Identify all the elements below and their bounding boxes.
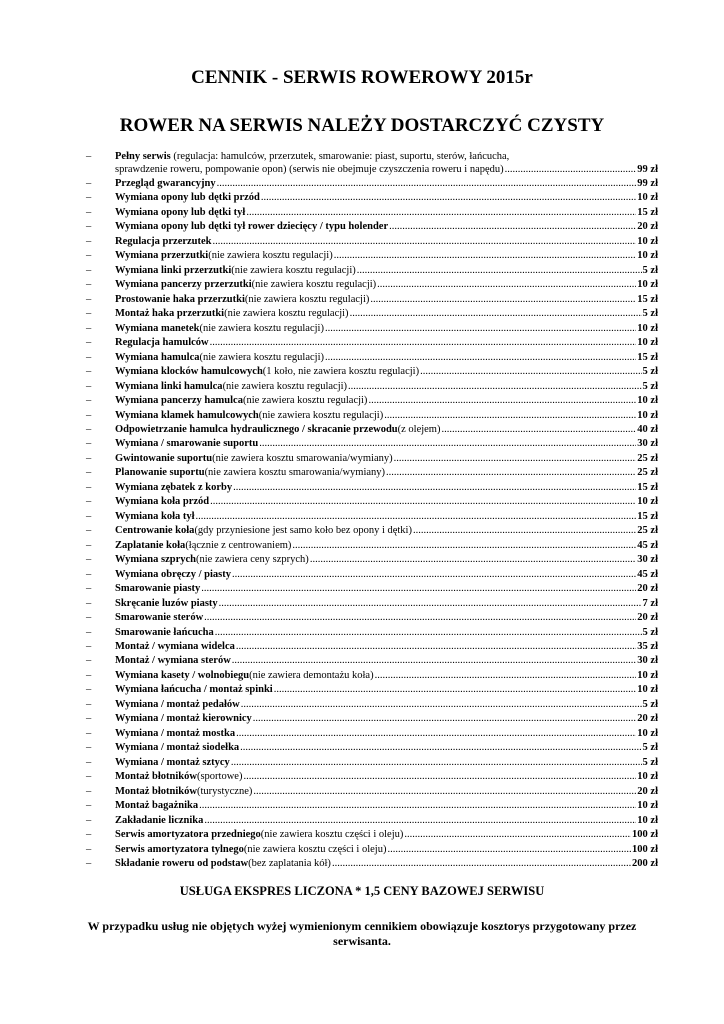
service-note: (nie zawiera kosztu regulacji): [222, 380, 348, 392]
service-note: (nie zawiera kosztu części i oleju): [260, 829, 404, 841]
service-name: Planowanie suportu: [115, 467, 205, 479]
service-price: 5 zł: [642, 264, 658, 276]
bullet-dash: –: [86, 655, 92, 667]
dot-leader: [231, 756, 642, 769]
price-list-item: [86, 380, 658, 394]
price-list-item: [86, 177, 658, 191]
dot-leader: [413, 524, 636, 537]
bullet-dash: –: [86, 829, 92, 841]
bullet-dash: –: [86, 612, 92, 624]
service-name: Wymiana koła tył: [115, 510, 195, 522]
dot-leader: [370, 293, 636, 306]
service-note: sprawdzenie roweru, pompowanie opon) (serwis nie obejmuje czyszczenia roweru i napędu): [115, 164, 504, 175]
service-name: Smarowanie piasty: [115, 583, 201, 595]
price-list-item: [86, 741, 658, 755]
dot-leader: [259, 437, 636, 450]
service-name: Wymiana obręczy / piasty: [115, 568, 231, 580]
bullet-dash: –: [86, 756, 92, 768]
dot-leader: [420, 365, 641, 378]
service-price: 10 zł: [637, 235, 658, 247]
bullet-dash: –: [86, 583, 92, 595]
service-name: Prostowanie haka przerzutki: [115, 293, 245, 305]
bullet-dash: –: [86, 641, 92, 652]
service-name: Przegląd gwarancyjny: [115, 178, 216, 189]
dot-leader: [350, 307, 642, 320]
service-price: 100 zł: [632, 843, 658, 855]
bullet-dash: –: [86, 669, 92, 681]
service-price: 10 zł: [637, 800, 658, 812]
price-list-item: [86, 351, 658, 365]
service-name: Wymiana manetek: [115, 322, 200, 334]
dot-leader: [217, 177, 637, 190]
bullet-dash: –: [86, 293, 92, 305]
service-name: Gwintowanie suportu: [115, 452, 213, 464]
service-name: Wymiana / montaż sztycy: [115, 756, 230, 768]
price-list-item: [86, 191, 658, 205]
service-name: Montaż / wymiana widelca: [115, 641, 235, 652]
price-list-item: [86, 857, 658, 871]
service-name: Wymiana / smarowanie suportu: [115, 438, 259, 450]
service-price: 5 zł: [642, 380, 658, 392]
bullet-dash: –: [86, 423, 92, 435]
service-name: Wymiana koła przód: [115, 496, 210, 508]
bullet-dash: –: [86, 843, 92, 855]
dot-leader: [441, 423, 636, 436]
service-name: Wymiana szprych: [115, 554, 196, 566]
dot-leader: [204, 814, 636, 827]
dot-leader: [325, 322, 636, 335]
service-name: Odpowietrzanie hamulca hydraulicznego / skracanie przewodu: [115, 423, 398, 435]
bullet-dash: –: [86, 337, 92, 349]
bullet-dash: –: [86, 264, 92, 276]
price-list-item: [86, 365, 658, 379]
service-price: 5 zł: [642, 742, 658, 754]
dot-leader: [210, 336, 637, 349]
service-note: (nie zawiera ceny szprych): [196, 554, 309, 566]
service-price: 10 zł: [637, 814, 658, 826]
service-name: Wymiana / montaż kierownicy: [115, 713, 252, 725]
dot-leader: [253, 785, 636, 798]
bullet-dash: –: [86, 525, 92, 537]
service-name: Wymiana opony lub dętki tył: [115, 206, 246, 218]
dot-leader: [253, 712, 637, 725]
service-price: 15 zł: [637, 481, 658, 493]
dot-leader: [357, 264, 642, 277]
service-name: Regulacja przerzutek: [115, 235, 212, 247]
service-note: (nie zawiera kosztu regulacji): [208, 250, 333, 262]
service-price: 10 zł: [637, 409, 658, 421]
dot-leader: [334, 249, 637, 262]
bullet-dash: –: [86, 554, 92, 566]
bullet-dash: –: [86, 322, 92, 334]
dot-leader: [261, 191, 636, 204]
service-price: 10 zł: [637, 669, 658, 681]
price-list-item: [86, 495, 658, 509]
price-list-item: [86, 626, 658, 640]
service-name: Wymiana przerzutki: [115, 250, 209, 262]
service-price: 20 zł: [637, 785, 658, 797]
bullet-dash: –: [86, 684, 92, 696]
service-name: Wymiana klamek hamulcowych: [115, 409, 259, 421]
price-list-item: [86, 683, 658, 697]
service-price: 10 zł: [637, 496, 658, 508]
service-price: 35 zł: [637, 641, 658, 652]
service-name: Serwis amortyzatora przedniego: [115, 829, 261, 841]
service-name: Montaż haka przerzutki: [115, 308, 225, 320]
service-name: Wymiana hamulca: [115, 351, 200, 363]
price-list-item: [86, 785, 658, 799]
price-list-item: [86, 423, 658, 437]
bullet-dash: –: [86, 727, 92, 739]
express-note: USŁUGA EKSPRES LICZONA * 1,5 CENY BAZOWEJ SERWISU: [179, 884, 545, 898]
service-price: 5 zł: [642, 698, 658, 710]
bullet-dash: –: [86, 206, 92, 218]
price-list-item: [86, 799, 658, 813]
dot-leader: [219, 597, 642, 610]
service-price: 20 zł: [637, 221, 658, 233]
price-list-item: [86, 756, 658, 770]
price-list-item: [86, 698, 658, 712]
dot-leader: [384, 409, 636, 422]
service-name: Smarowanie łańcucha: [115, 626, 214, 638]
service-note: (nie zawiera kosztu regulacji): [199, 351, 324, 363]
dot-leader: [201, 582, 636, 595]
price-list-item: [86, 249, 658, 263]
dot-leader: [236, 727, 636, 740]
service-name: Skręcanie luzów piasty: [115, 597, 218, 609]
service-note: (nie zawiera kosztu smarowania/wymiany): [212, 452, 393, 464]
bullet-dash: –: [86, 481, 92, 493]
dot-leader: [377, 278, 636, 291]
service-name: Centrowanie koła: [115, 525, 195, 537]
bullet-dash: –: [86, 351, 92, 363]
service-price: 200 zł: [632, 858, 658, 870]
service-price: 15 zł: [637, 206, 658, 218]
price-list-item: [86, 481, 658, 495]
service-note: (nie zawiera kosztu regulacji): [224, 308, 349, 320]
price-list-item: [86, 727, 658, 741]
dot-leader: [292, 539, 636, 552]
dot-leader: [213, 235, 637, 248]
service-price: 10 zł: [637, 337, 658, 349]
price-list-item: [86, 553, 658, 567]
bullet-dash: –: [86, 771, 92, 783]
bullet-dash: –: [86, 713, 92, 725]
price-list-item: [86, 770, 658, 784]
service-name: Wymiana pancerzy przerzutki: [115, 279, 252, 291]
price-list-item: [86, 264, 658, 278]
service-price: 100 zł: [632, 829, 658, 841]
price-list-item: [86, 828, 658, 842]
service-name: Montaż bagażnika: [115, 800, 199, 812]
service-name: Pełny serwis: [115, 151, 171, 162]
dot-leader: [325, 351, 636, 364]
bullet-dash: –: [86, 192, 92, 204]
bullet-dash: –: [86, 800, 92, 812]
bullet-dash: –: [86, 178, 92, 189]
service-note: (sportowe): [196, 771, 243, 783]
service-price: 10 zł: [637, 250, 658, 262]
service-note-line1: (regulacja: hamulców, przerzutek, smarowanie: piast, suportu, sterów, łańcucha,: [170, 151, 510, 162]
price-list-item: [86, 712, 658, 726]
service-name: Wymiana / montaż mostka: [115, 727, 236, 739]
bullet-dash: –: [86, 742, 92, 754]
bullet-dash: –: [86, 698, 92, 710]
bullet-dash: –: [86, 308, 92, 320]
price-list-item: [86, 640, 658, 654]
service-name: Wymiana zębatek z korby: [115, 481, 233, 493]
price-list-item: [86, 235, 658, 249]
service-price: 25 zł: [637, 525, 658, 537]
dot-leader: [210, 495, 636, 508]
price-list-item: [86, 278, 658, 292]
dot-leader: [375, 669, 637, 682]
dot-leader: [387, 843, 631, 856]
service-note: (gdy przyniesione jest samo koło bez opony i dętki): [194, 525, 412, 537]
bullet-dash: –: [86, 858, 92, 870]
price-list-item: [86, 524, 658, 538]
service-price: 99 zł: [637, 178, 658, 189]
service-name: Montaż błotników: [115, 771, 197, 783]
bullet-dash: –: [86, 380, 92, 392]
price-list-item: [86, 669, 658, 683]
service-note: (1 koło, nie zawiera kosztu regulacji): [262, 366, 420, 378]
price-list-item: [86, 510, 658, 524]
bullet-dash: –: [86, 785, 92, 797]
bullet-dash: –: [86, 597, 92, 609]
service-note: (nie zawiera kosztu smarowania/wymiany): [204, 467, 386, 479]
service-note: (turystyczne): [196, 785, 253, 797]
bullet-dash: –: [86, 235, 92, 247]
price-list-item: [86, 150, 658, 177]
service-price: 45 zł: [637, 539, 658, 551]
service-note: (nie zawiera kosztu regulacji): [242, 395, 368, 407]
service-price: 99 zł: [637, 164, 658, 175]
dot-leader: [204, 611, 636, 624]
dot-leader: [246, 206, 636, 219]
price-list-item: [86, 409, 658, 423]
price-list-item: [86, 843, 658, 857]
service-price: 7 zł: [642, 597, 658, 609]
page-subtitle: ROWER NA SERWIS NALEŻY DOSTARCZYĆ CZYSTY: [119, 115, 605, 136]
price-list-item: [86, 654, 658, 668]
service-price: 20 zł: [637, 612, 658, 624]
service-name: Smarowanie sterów: [115, 612, 204, 624]
page-title: CENNIK - SERWIS ROWEROWY 2015r: [191, 67, 533, 88]
service-note: (bez zaplatania kół): [248, 858, 331, 870]
bullet-dash: –: [86, 250, 92, 262]
service-price: 40 zł: [637, 423, 658, 435]
service-name: Wymiana / montaż siodełka: [115, 742, 240, 754]
service-price: 15 zł: [637, 351, 658, 363]
price-list-item: [86, 582, 658, 596]
service-name: Montaż błotników: [115, 785, 197, 797]
dot-leader: [394, 452, 637, 465]
service-note: (nie zawiera kosztu regulacji): [244, 293, 370, 305]
service-price: 10 zł: [637, 395, 658, 407]
price-list-item: [86, 293, 658, 307]
bullet-dash: –: [86, 568, 92, 580]
service-price: 20 zł: [637, 713, 658, 725]
dot-leader: [310, 553, 636, 566]
dot-leader: [348, 380, 642, 393]
dot-leader: [241, 698, 642, 711]
service-price: 10 zł: [637, 771, 658, 783]
dot-leader: [404, 828, 631, 841]
dot-leader: [389, 220, 636, 233]
bullet-dash: –: [86, 496, 92, 508]
price-list-item: [86, 206, 658, 220]
service-note: (nie zawiera kosztu regulacji): [199, 322, 324, 334]
dot-leader: [215, 626, 642, 639]
service-price: 5 zł: [642, 756, 658, 768]
dot-leader: [233, 481, 636, 494]
bullet-dash: –: [86, 366, 92, 378]
bullet-dash: –: [86, 279, 92, 291]
service-note: (z olejem): [397, 423, 441, 435]
service-price: 10 zł: [637, 684, 658, 696]
bullet-dash: –: [86, 221, 92, 233]
service-price: 5 zł: [642, 626, 658, 638]
dot-leader: [368, 394, 636, 407]
service-price: 15 zł: [637, 510, 658, 522]
price-list-item: [86, 220, 658, 234]
dot-leader: [386, 466, 636, 479]
dot-leader: [199, 799, 636, 812]
bullet-dash: –: [86, 151, 92, 162]
dot-leader: [232, 654, 637, 667]
service-name: Zaplatanie koła: [115, 539, 186, 551]
bullet-dash: –: [86, 452, 92, 464]
service-price: 15 zł: [637, 293, 658, 305]
price-list-item: [86, 539, 658, 553]
dot-leader: [236, 640, 636, 653]
price-list-item: [86, 466, 658, 480]
service-price: 10 zł: [637, 322, 658, 334]
dot-leader: [240, 741, 641, 754]
bullet-dash: –: [86, 626, 92, 638]
footer-note: W przypadku usług nie objętych wyżej wymienionym cennikiem obowiązuje kosztorys przygotowany przez serwisanta.: [87, 919, 637, 948]
service-name: Serwis amortyzatora tylnego: [115, 843, 244, 855]
service-price: 10 zł: [637, 727, 658, 739]
service-price: 5 zł: [642, 308, 658, 320]
service-name: Zakładanie licznika: [115, 814, 204, 826]
bullet-dash: –: [86, 438, 92, 450]
service-note: (nie zawiera kosztu regulacji): [258, 409, 384, 421]
price-list-item: [86, 452, 658, 466]
bullet-dash: –: [86, 510, 92, 522]
price-list-item: [86, 814, 658, 828]
service-price: 30 zł: [637, 655, 658, 667]
price-list-item: [86, 322, 658, 336]
service-name: Wymiana pancerzy hamulca: [115, 395, 243, 407]
dot-leader: [243, 770, 636, 783]
service-price: 25 zł: [637, 452, 658, 464]
bullet-dash: –: [86, 395, 92, 407]
price-list-item: [86, 394, 658, 408]
service-price: 20 zł: [637, 583, 658, 595]
service-name: Wymiana kasety / wolnobiegu: [115, 669, 250, 681]
bullet-dash: –: [86, 409, 92, 421]
service-price: 30 zł: [637, 438, 658, 450]
service-price: 30 zł: [637, 554, 658, 566]
service-name: Wymiana opony lub dętki tył rower dziecięcy / typu holender: [115, 221, 389, 233]
price-list: [86, 150, 658, 872]
service-name: Wymiana linki przerzutki: [115, 264, 232, 276]
service-name: Wymiana łańcucha / montaż spinki: [115, 684, 273, 696]
dot-leader: [332, 857, 631, 870]
service-name: Wymiana opony lub dętki przód: [115, 192, 260, 204]
service-note: (łącznie z centrowaniem): [185, 539, 292, 551]
price-list-item: [86, 336, 658, 350]
service-name: Wymiana / montaż pedałów: [115, 698, 240, 710]
service-note: (nie zawiera kosztu regulacji): [231, 264, 356, 276]
service-price: 10 zł: [637, 192, 658, 204]
service-note: (nie zawiera kosztu regulacji): [251, 279, 377, 291]
service-note: (nie zawiera demontażu koła): [249, 669, 374, 681]
service-name: Składanie roweru od podstaw: [115, 858, 249, 870]
service-price: 10 zł: [637, 279, 658, 291]
price-list-item: [86, 597, 658, 611]
dot-leader: [274, 683, 637, 696]
service-name: Montaż / wymiana sterów: [115, 655, 231, 667]
service-name: Wymiana klocków hamulcowych: [115, 366, 263, 378]
service-price: 25 zł: [637, 467, 658, 479]
service-price: 5 zł: [642, 366, 658, 378]
dot-leader: [232, 568, 636, 581]
service-price: 45 zł: [637, 568, 658, 580]
dot-leader: [196, 510, 637, 523]
price-list-item: [86, 437, 658, 451]
price-list-item: [86, 568, 658, 582]
dot-leader: [505, 163, 637, 176]
bullet-dash: –: [86, 814, 92, 826]
service-note: (nie zawiera kosztu części i oleju): [243, 843, 387, 855]
service-name: Wymiana linki hamulca: [115, 380, 223, 392]
bullet-dash: –: [86, 539, 92, 551]
bullet-dash: –: [86, 467, 92, 479]
price-list-item: [86, 307, 658, 321]
service-name: Regulacja hamulców: [115, 337, 209, 349]
price-list-item: [86, 611, 658, 625]
